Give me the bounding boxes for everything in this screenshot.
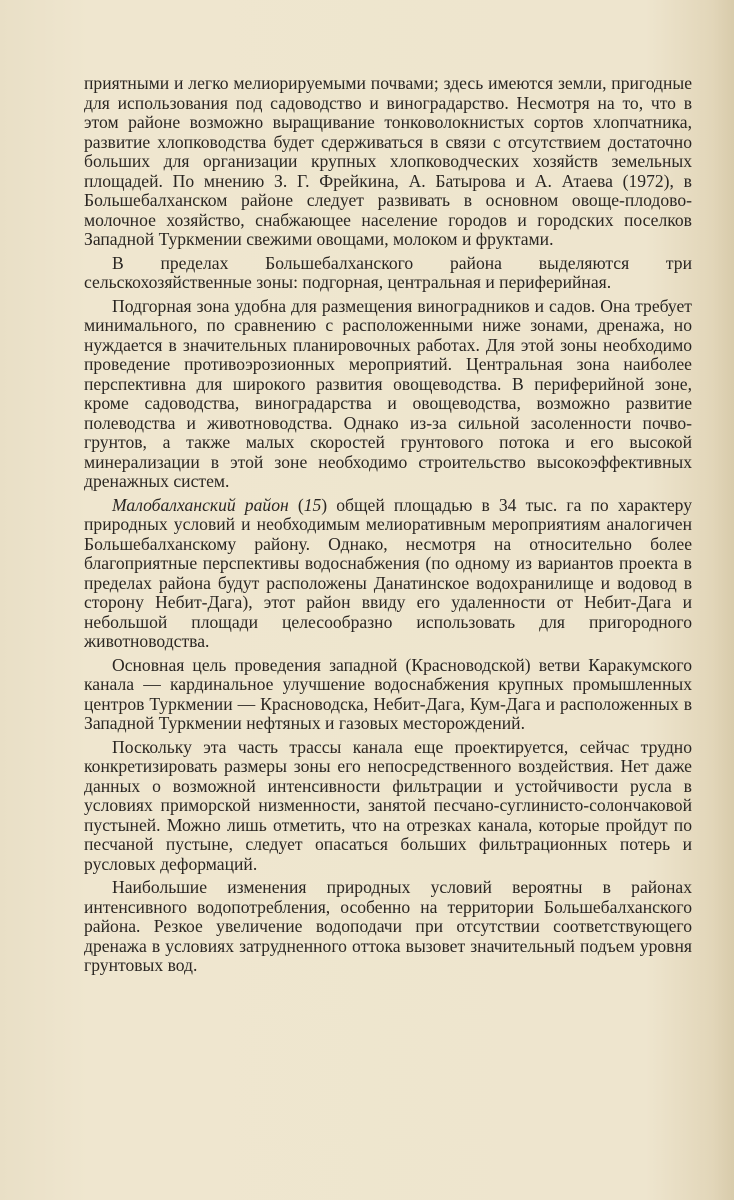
paragraph-5: Основная цель проведения западной (Красноводской) ветви Каракумского канала — кардинальное улучшение водоснабжения крупных промышленных центров Туркмении — Красноводска, Небит-Дага, Кум-Дага и расположенных в Западной Туркмении нефтяных и газовых месторождений.: [84, 654, 692, 733]
region-title: Малобалханский район: [112, 494, 289, 515]
paragraph-3: Подгорная зона удобна для размещения виноградников и садов. Она требует минимального, по сравнению с расположенными ниже зонами, дренажа, но нуждается в значительных планировочных работах. Для этой зоны необходимо проведение противоэрозионных мероприятий. Центральная зона наиболее перспективна для широкого развития овощеводства. В периферийной зоне, кроме садоводства, виноградарства и овощеводства, возможно развитие полеводства и животноводства. Однако из-за сильной засоленности почво-грунтов, а также малых скоростей грунтового потока и его высокой минерализации в этой зоне необходимо строительство высокоэффективных дренажных систем.: [84, 295, 692, 491]
paragraph-7: Наибольшие изменения природных условий вероятны в районах интенсивного водопотребления, особенно на территории Большебалханского района. Резкое увеличение водоподачи при отсутствии соответствующего дренажа в условиях затрудненного оттока вызовет значительный подъем уровня грунтовых вод.: [84, 877, 692, 975]
paragraph-4: [84, 496, 692, 652]
paragraph-2: В пределах Большебалханского района выделяются три сельскохозяйственные зоны: подгорная, центральная и периферийная.: [84, 252, 692, 292]
region-number: 15: [303, 494, 322, 515]
paragraph-4-text: общей площадью в 34 тыс. га по характеру природных условий и необходимым мелиоративным мероприятиям аналогичен Большебалханскому району. Однако, несмотря на относительно более благоприятные перспективы водоснабжения (по одному из вариантов проекта в пределах района будут расположены Данатинское водохранилище и водовод в сторону Небит-Дага), этот район ввиду его удаленности от Небит-Дага и небольшой площади целесообразно использовать для пригородного животноводства.: [84, 494, 692, 651]
paragraph-6: Поскольку эта часть трассы канала еще проектируется, сейчас трудно конкретизировать размеры зоны его непосредственного воздействия. Нет даже данных о возможной интенсивности фильтрации и устойчивости русла в условиях приморской низменности, занятой песчано-суглинисто-солончаковой пустыней. Можно лишь отметить, что на отрезках канала, которые пройдут по песчаной пустыне, следует опасаться больших фильтрационных потерь и русловых деформаций.: [84, 736, 692, 874]
body-text: [84, 74, 692, 976]
region-number-close: ): [321, 494, 328, 515]
paragraph-1: приятными и легко мелиорируемыми почвами; здесь имеются земли, пригодные для использования под садоводство и виноградарство. Несмотря на то, что в этом районе возможно выращивание тонковолокнистых сортов хлопчатника, развитие хлопководства будет сдерживаться в связи с отсутствием достаточно больших для организации крупных хлопководческих хозяйств земельных площадей. По мнению З. Г. Фрейкина, А. Батырова и А. Атаева (1972), в Большебалханском районе следует развивать в основном овоще-плодово-молочное хозяйство, снабжающее население городов и городских поселков Западной Туркмении свежими овощами, молоком и фруктами.: [84, 73, 692, 249]
region-number-open: (: [297, 494, 304, 515]
